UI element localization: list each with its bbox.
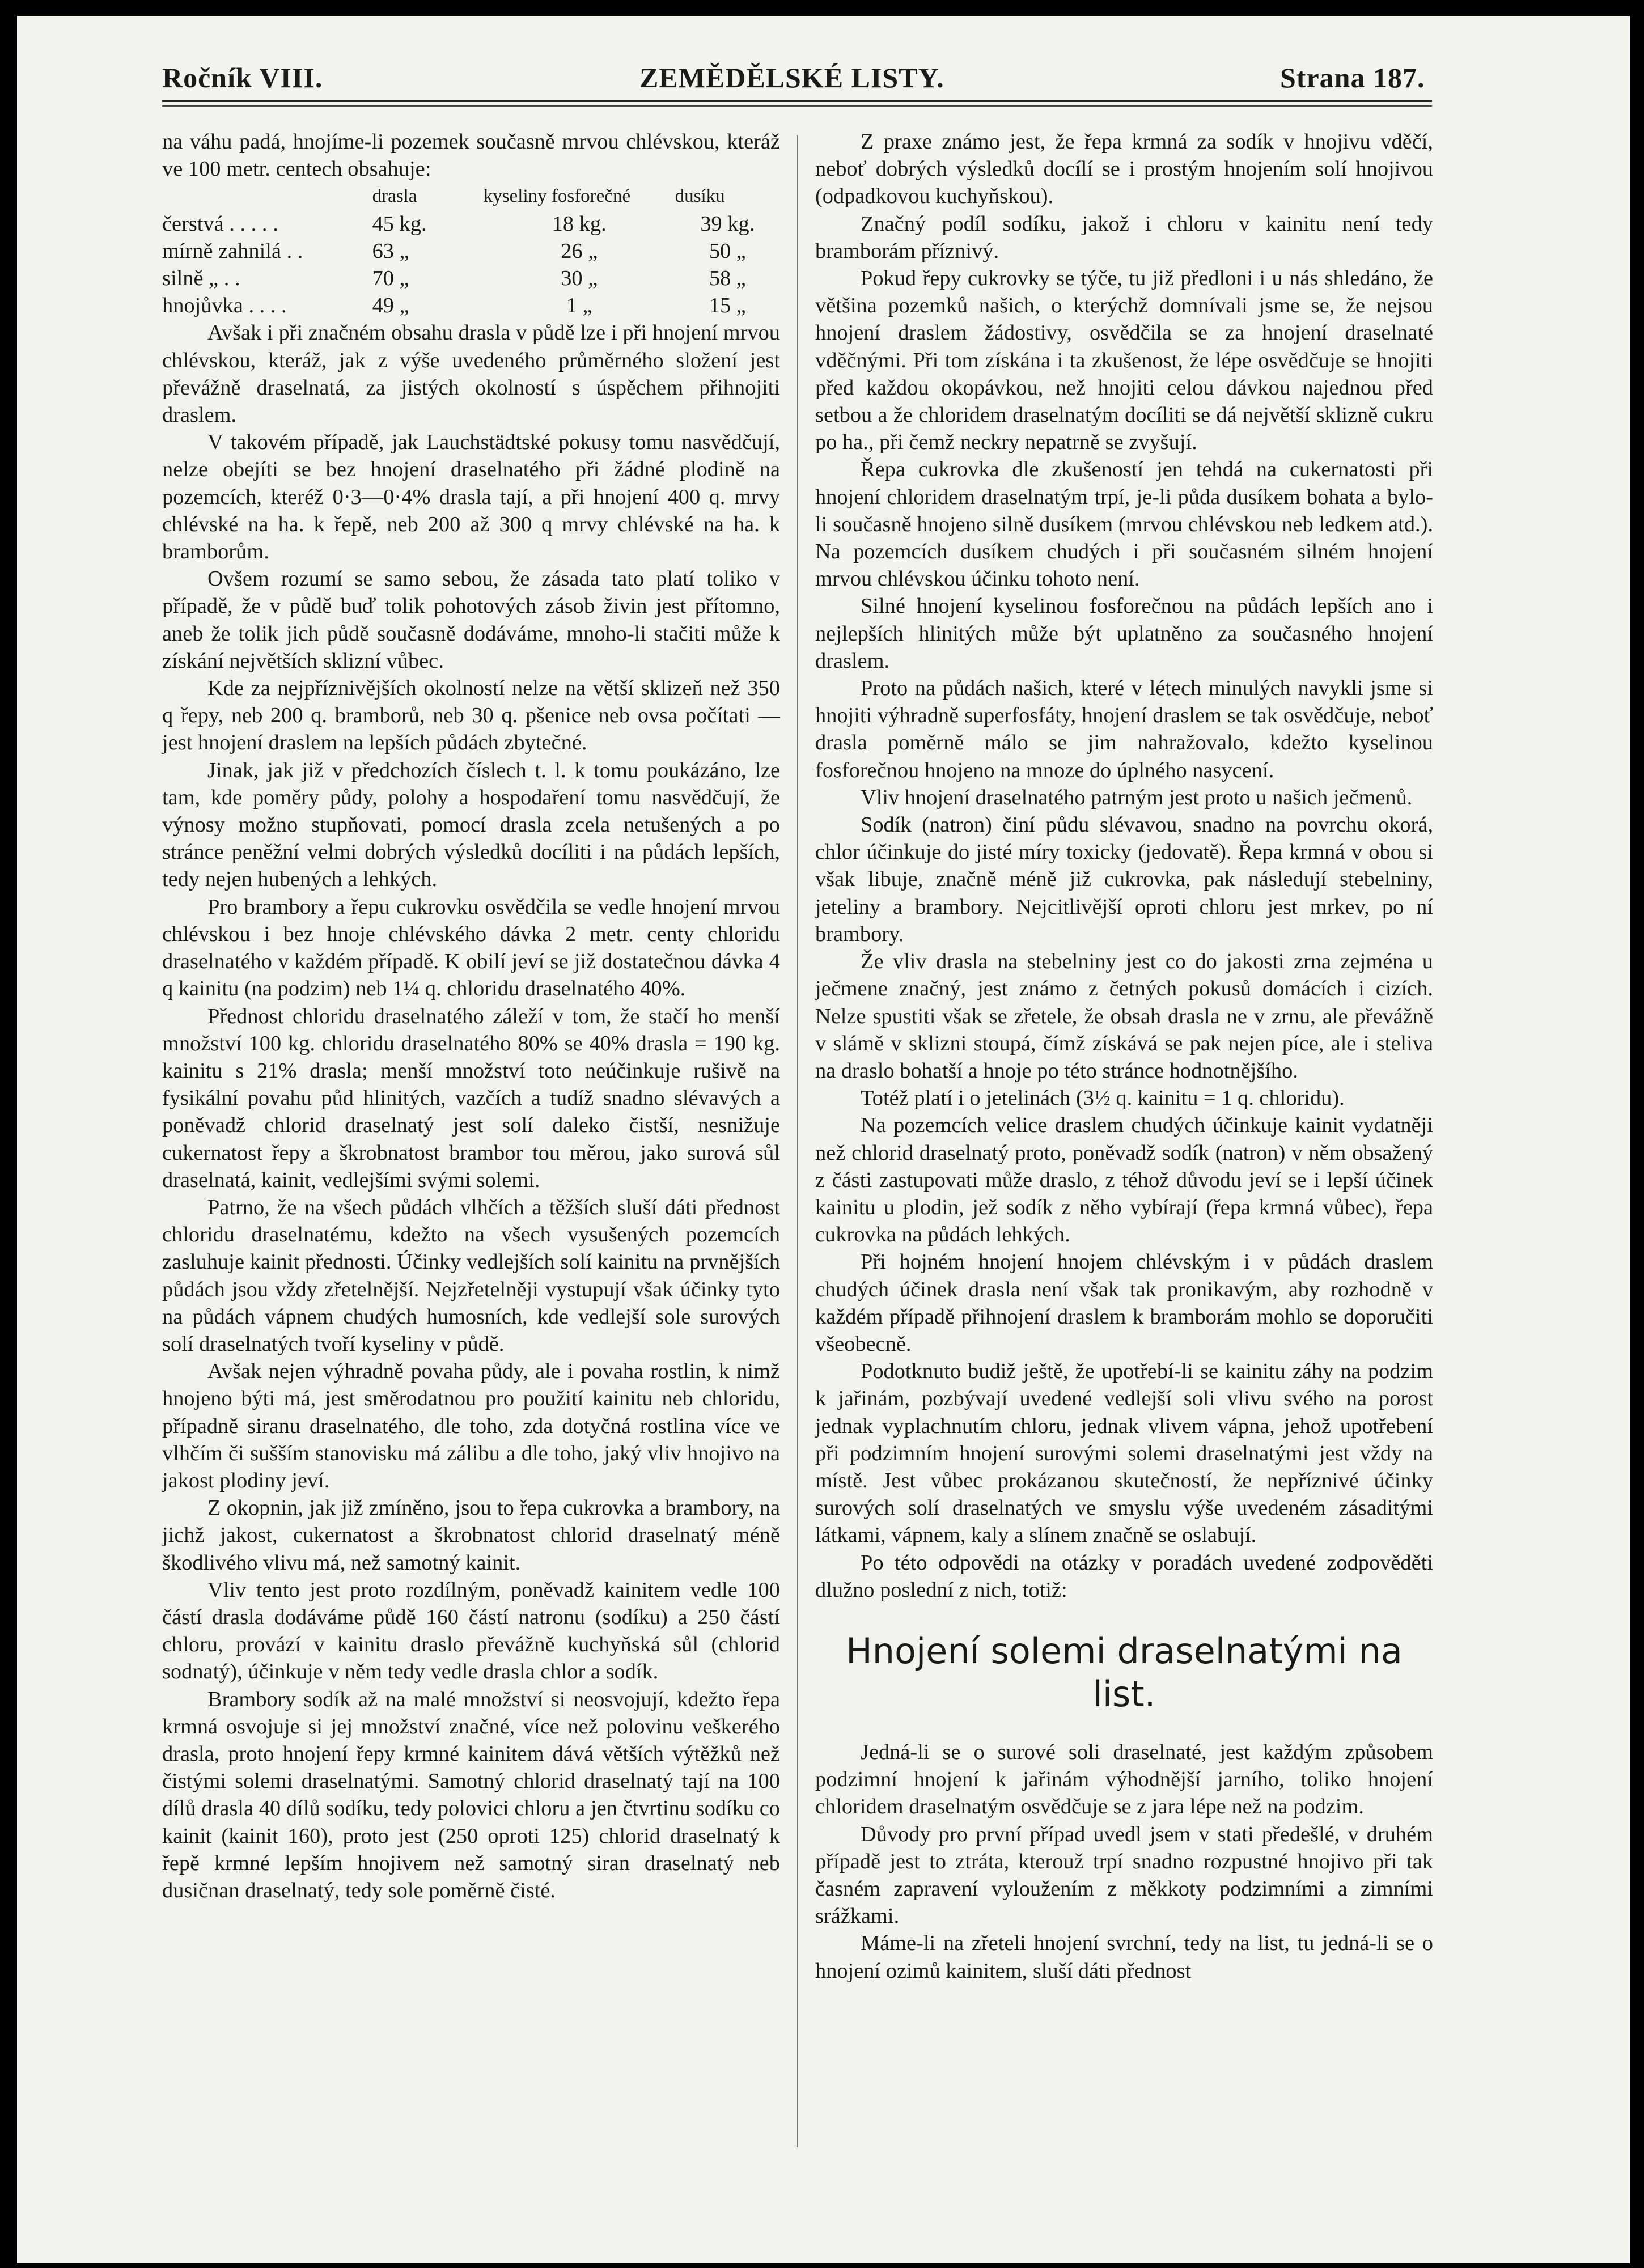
- paragraph: Vliv tento jest proto rozdílným, poněvadž kainitem vedle 100 částí drasla dodáváme půdě 160 částí natronu (sodíku) a 250 částí chloru, provází v kainitu draslo převážně kuchyňská sůl (chlorid sodnatý), účinkuje v něm tedy vedle drasla chlor a sodík.: [162, 1578, 780, 1684]
- paragraph: Jedná-li se o surové soli draselnaté, jest každým způsobem podzimní hnojení k jařinám výhodnější jarního, toliko hnojení chloridem draselnatým osvědčuje se z jara lépe než na podzim.: [815, 1740, 1433, 1819]
- paragraph: Že vliv drasla na stebelniny jest co do jakosti zrna zejména u ječmene značný, jest známo z četných pokusů domácích i cizích. Nelze spustiti však se zřetele, že obsah drasla ne v zrnu, ale převážně v slámě v sklizni stoupá, čímž získává se pak nejen píce, ale i steliva na draslo bohatší a hnoje po této stránce hodnotnějšího.: [815, 949, 1433, 1083]
- table-header-cell: [162, 183, 372, 210]
- paragraph: Avšak i při značném obsahu drasla v půdě lze i při hnojení mrvou chlévskou, kteráž, jak z výše uvedeného průměrného složení jest převážně draselnatá, za jistých okolností s úspěchem přihnojiti draslem.: [162, 321, 780, 427]
- paragraph: Sodík (natron) činí půdu slévavou, snadno na povrchu okorá, chlor účinkuje do jisté míry toxicky (jedovatě). Řepa krmná v obou si však libuje, značně méně již cukrovka, pak následují stebelniny, jeteliny a brambory. Nejcitlivější oproti chloru jest mrkev, po ní brambory.: [815, 813, 1433, 946]
- paragraph: Kde za nejpříznivějších okolností nelze na větší sklizeň než 350 q řepy, neb 200 q. bramborů, neb 30 q. pšenice neb ovsa počítati — jest hnojení draslem na lepších půdách zbytečné.: [162, 676, 780, 755]
- paragraph: Z okopnin, jak již zmíněno, jsou to řepa cukrovka a brambory, na jichž jakost, cukernatost a škrobnatost chlorid draselnatý méně škodlivého vlivu má, než samotný kainit.: [162, 1496, 780, 1575]
- table-header-drasla: drasla: [372, 186, 417, 207]
- cell-kyseliny: 1 „: [566, 294, 592, 318]
- table-row: [162, 238, 780, 265]
- column-divider: [797, 135, 798, 2147]
- paragraph: Ovšem rozumí se samo sebou, že zásada tato platí toliko v případě, že v půdě buď tolik pohotových zásob živin jest přítomno, aneb že tolik jich půdě současně dodáváme, mnoho-li stačiti může k získání největších sklizní vůbec.: [162, 567, 780, 673]
- section-heading: Hnojení solemi draselnatými na list.: [846, 1630, 1403, 1715]
- paragraph: Pro brambory a řepu cukrovku osvědčila se vedle hnojení mrvou chlévskou i bez hnoje chlévského dávka 2 metr. centy chloridu draselnatého v každém případě. K obilí jeví se již dostatečnou dávka 4 q kainitu (na podzim) neb 1¼ q. chloridu draselnatého 40%.: [162, 895, 780, 1001]
- paragraph: Totéž platí i o jetelinách (3½ q. kainitu = 1 q. chloridu).: [861, 1086, 1345, 1110]
- table-row: [162, 292, 780, 319]
- table-header-dusiku: dusíku: [675, 186, 725, 207]
- row-label: hnojůvka . . . .: [162, 294, 287, 318]
- paragraph: Jinak, jak již v předchozích číslech t. l. k tomu poukázáno, lze tam, kde poměry půdy, polohy a hospodaření tomu nasvědčují, že výnosy možno stupňovati, pomocí drasla zcela netušených a po stránce peněžní velmi dobrých výsledků docíliti i na půdách lepších, tedy nejen hubených a lehkých.: [162, 758, 780, 892]
- cell-kyseliny: 30 „: [561, 266, 598, 291]
- right-column: [815, 128, 1433, 1985]
- header-rule-thin: [162, 105, 1432, 107]
- row-label: mírně zahnilá . .: [162, 239, 303, 263]
- paragraph: Patrno, že na všech půdách vlhčích a těžších sluší dáti přednost chloridu draselnatému, kdežto na všech vysušených pozemcích zasluhuje kainit přednosti. Účinky vedlejších solí kainitu na prvnějších půdách jsou vždy zřetelnější. Nejzřetelněji vystupují však účinky tyto na půdách vápnem chudých humosních, kde vedlejší sole surových solí draselnatých tvoří kyseliny v půdě.: [162, 1195, 780, 1356]
- paragraph: Vliv hnojení draselnatého patrným jest proto u našich ječmenů.: [861, 785, 1413, 809]
- paragraph: Proto na půdách našich, které v létech minulých navykli jsme si hnojiti výhradně superfosfáty, hnojení draslem se tak osvědčuje, neboť drasla poměrně málo se jim nahražovalo, kdežto kyselinou fosforečnou hnojeno na mnoze do úplného nasycení.: [815, 676, 1433, 782]
- paragraph: Značný podíl sodíku, jakož i chloru v kainitu není tedy bramborám příznivý.: [815, 211, 1433, 263]
- paragraph: Z praxe známo jest, že řepa krmná za sodík v hnojivu vděčí, neboť dobrých výsledků docílí se i prostým hnojením solí hnojivou (odpadkovou kuchyňskou).: [815, 130, 1433, 209]
- newspaper-page: [17, 16, 1630, 2263]
- paragraph: Při hojném hnojení hnojem chlévským i v půdách draslem chudých účinek drasla není však tak pronikavým, aby rozhodně v každém případě přihnojení draslem k bramborám mohlo se doporučiti všeobecně.: [815, 1250, 1433, 1356]
- cell-dusiku: 15 „: [709, 294, 746, 318]
- table-header-row: [162, 183, 780, 210]
- header-rule: [162, 100, 1432, 102]
- paragraph: Přednost chloridu draselnatého záleží v tom, že stačí ho menší množství 100 kg. chloridu draselnatého 80% se 40% drasla = 190 kg. kainitu s 21% drasla; menší množství toto neúčinkuje rušivě na fysikální povahu půd hlinitých, vazčích a tudíž snadno slévavých a poněvadž chlorid draselnatý jest solí daleko čistší, nesnižuje cukernatost řepy a škrobnatost brambor tou měrou, jako surová sůl draselnatá, kainit, vedlejšími svými solemi.: [162, 1004, 780, 1192]
- journal-title: ZEMĚDĚLSKÉ LISTY.: [639, 62, 944, 94]
- cell-drasla: 70 „: [372, 266, 409, 291]
- paragraph: Máme-li na zřeteli hnojení svrchní, tedy na list, tu jedná-li se o hnojení ozimů kainitem, sluší dáti přednost: [815, 1931, 1433, 1983]
- table-intro: na váhu padá, hnojíme-li pozemek současně mrvou chlévskou, kteráž ve 100 metr. centech obsahuje:: [162, 130, 780, 181]
- cell-drasla: 45 kg.: [372, 211, 427, 236]
- cell-drasla: 49 „: [372, 294, 409, 318]
- cell-drasla: 63 „: [372, 239, 409, 263]
- cell-kyseliny: 18 kg.: [552, 211, 607, 236]
- cell-dusiku: 50 „: [709, 239, 746, 263]
- cell-dusiku: 58 „: [709, 266, 746, 291]
- left-column: [162, 128, 780, 1904]
- paragraph: Brambory sodík až na malé množství si neosvojují, kdežto řepa krmná osvojuje si jej množství značné, více než polovinu veškerého drasla, proto hnojení řepy krmné kainitem dává větších výtěžků než čistými solemi draselnatými. Samotný chlorid draselnatý tají na 100 dílů drasla 40 dílů sodíku, tedy polovici chloru a jen čtvrtinu sodíku co kainit (kainit 160), proto jest (250 oproti 125) chlorid draselnatý k řepě krmné lepším hnojivem než samotný siran draselnatý neb dusičnan draselnatý, tedy sole poměrně čisté.: [162, 1687, 780, 1902]
- table-row: [162, 265, 780, 292]
- paragraph: Silné hnojení kyselinou fosforečnou na půdách lepších ano i nejlepších hlinitých může být uplatněno za současného hnojení draslem.: [815, 594, 1433, 673]
- paragraph: Na pozemcích velice draslem chudých účinkuje kainit vydatněji než chlorid draselnatý proto, poněvadž sodík (natron) v něm obsažený z části zastupovati může draslo, z téhož důvodu jeví se i lepší účinek kainitu u plodin, jež sodík z něho vybírají (řepa krmná vůbec), řepa cukrovka na půdách lehkých.: [815, 1113, 1433, 1247]
- volume-number: Ročník VIII.: [162, 62, 323, 94]
- paragraph: Avšak nejen výhradně povaha půdy, ale i povaha rostlin, k nimž hnojeno býti má, jest směrodatnou pro použití kainitu neb chloridu, případně siranu draselnatého, dle toho, zda dotyčná rostlina více ve vlhčím či sušším stanovisku má zálibu a dle toho, jaký vliv hnojivo na jakost plodiny jeví.: [162, 1359, 780, 1493]
- paragraph: Řepa cukrovka dle zkušeností jen tehdá na cukernatosti při hnojení chloridem draselnatým trpí, je-li půda dusíkem bohata a bylo-li současně hnojeno silně dusíkem (mrvou chlévskou neb ledkem atd.). Na pozemcích dusíkem chudých i při současném silném hnojení mrvou chlévskou účinku tohoto není.: [815, 457, 1433, 591]
- row-label: čerstvá . . . . .: [162, 211, 278, 236]
- paragraph: Pokud řepy cukrovky se týče, tu již předloni i u nás shledáno, že většina pozemků našich, o kterýchž domnívali jsme se, že nejsou hnojení draslem žádostivy, osvědčila se za hnojení draselnaté vděčnými. Při tom získána i ta zkušenost, že lépe osvědčuje se hnojiti před každou okopávkou, než hnojiti celou dávkou najednou před setbou a že chloridem draselnatým docíliti se dá největší sklizně cukru po ha., při čemž neckry nepatrně se zvyšují.: [815, 266, 1433, 455]
- page-number: Strana 187.: [1280, 62, 1425, 94]
- paragraph: V takovém případě, jak Lauchstädtské pokusy tomu nasvědčují, nelze obejíti se bez hnojení draselnatého při žádné plodině na pozemcích, kteréž 0·3—0·4% drasla tají, a při hnojení 400 q. mrvy chlévské na ha. k řepě, neb 200 až 300 q mrvy chlévské na ha. k bramborům.: [162, 430, 780, 564]
- paragraph: Důvody pro první případ uvedl jsem v stati předešlé, v druhém případě jest to ztráta, kterouž trpí snadno rozpustné hnojivo při tak časném zapravení vyloužením z měkkoty podzimními a zimními srážkami.: [815, 1822, 1433, 1928]
- table-row: [162, 210, 780, 238]
- paragraph: Podotknuto budiž ještě, že upotřebí-li se kainitu záhy na podzim k jařinám, pozbývají uvedené vedlejší soli vlivu svého na porost jednak vyplachnutím chloru, jednak vlivem vápna, jehož upotřebení při podzimním hnojení surovými solemi draselnatými jest vždy na místě. Jest vůbec prokázanou skutečností, že nepříznivé účinky surových solí draselnatých ve smyslu výše uvedeném zásaditými látkami, vápnem, kaly a slínem značně se oslabují.: [815, 1359, 1433, 1548]
- table-header-kyseliny: kyseliny fosforečné: [483, 186, 631, 207]
- cell-dusiku: 39 kg.: [700, 211, 755, 236]
- paragraph: Po této odpovědi na otázky v poradách uvedené zodpověděti dlužno poslední z nich, totiž:: [815, 1550, 1433, 1602]
- manure-composition-table: [162, 183, 780, 319]
- cell-kyseliny: 26 „: [561, 239, 598, 263]
- row-label: silně „ . .: [162, 266, 240, 291]
